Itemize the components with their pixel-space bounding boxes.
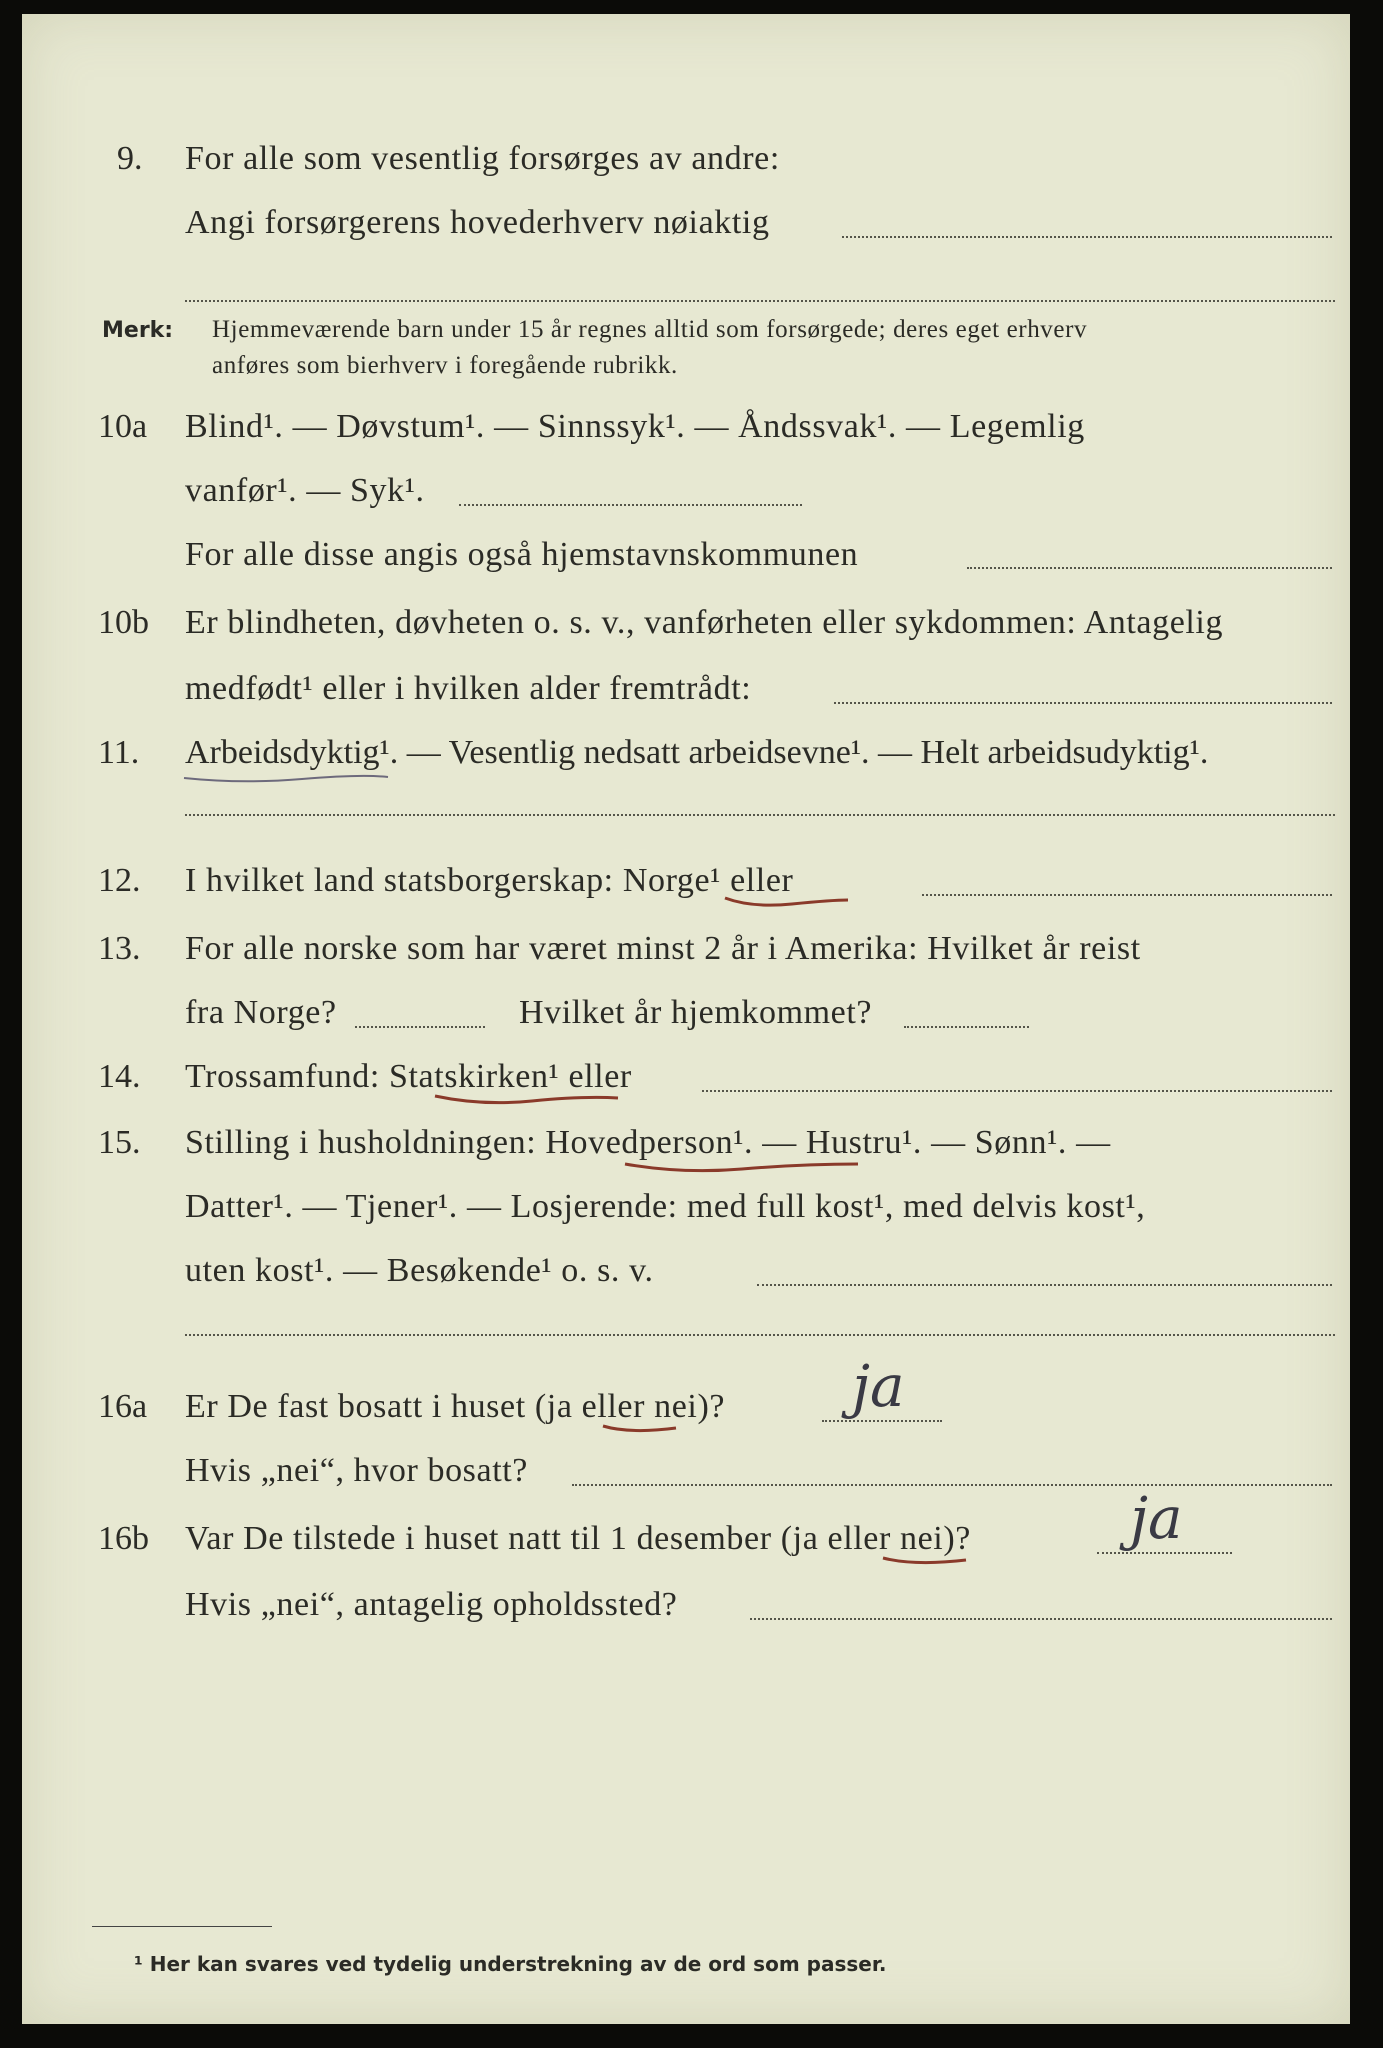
q16a-line2: Hvis „nei“, hvor bosatt? — [185, 1452, 528, 1489]
q10b-line1: Er blindheten, døvheten o. s. v., vanførheten eller sykdommen: Antagelig — [185, 604, 1224, 641]
q10a-line1: Blind¹. — Døvstum¹. — Sinnssyk¹. — Åndssvak¹. — Legemlig — [185, 408, 1085, 445]
handwritten-answer-16a: ja — [852, 1352, 905, 1420]
question-number-10a: 10a — [98, 408, 148, 445]
answer-line-q16b-opholdssted[interactable] — [750, 1618, 1332, 1620]
question-number-16b: 16b — [98, 1520, 149, 1557]
answer-line-q15-extra[interactable] — [185, 1334, 1335, 1336]
answer-line-q11[interactable] — [185, 814, 1335, 816]
footnote: ¹ Her kan svares ved tydelig understrekning av de ord som passer. — [134, 1952, 887, 1976]
answer-line-q9-extra[interactable] — [185, 300, 1335, 302]
answer-line-q10b[interactable] — [834, 702, 1332, 704]
merk-label: Merk: — [102, 318, 174, 343]
merk-line2: anføres som bierhverv i foregående rubrikk. — [212, 352, 678, 379]
answer-line-q12[interactable] — [922, 894, 1332, 896]
pencil-underline-arbeidsdyktig — [182, 768, 392, 788]
census-form-page — [22, 14, 1350, 2024]
ink-underline-statskirken — [432, 1086, 622, 1110]
ink-underline-norge — [722, 890, 852, 912]
q11-line1: Arbeidsdyktig¹. — Vesentlig nedsatt arbeidsevne¹. — Helt arbeidsudyktig¹. — [185, 734, 1209, 771]
q15-line3: uten kost¹. — Besøkende¹ o. s. v. — [185, 1252, 654, 1289]
answer-line-q14[interactable] — [702, 1090, 1332, 1092]
q13-line1: For alle norske som har været minst 2 år i Amerika: Hvilket år reist — [185, 930, 1141, 967]
question-number-9: 9. — [117, 140, 143, 177]
answer-line-q9[interactable] — [842, 236, 1332, 238]
q16a-line1: Er De fast bosatt i huset (ja eller nei)? — [185, 1388, 726, 1425]
answer-line-q16b[interactable] — [1097, 1552, 1232, 1554]
ink-underline-hovedperson — [622, 1152, 862, 1178]
q14-line1: Trossamfund: Statskirken¹ eller — [185, 1058, 632, 1095]
q10a-line2: vanfør¹. — Syk¹. — [185, 472, 425, 509]
q10b-line2: medfødt¹ eller i hvilken alder fremtrådt: — [185, 670, 752, 707]
question-number-16a: 16a — [98, 1388, 148, 1425]
question-number-15: 15. — [98, 1124, 141, 1161]
q13-line2a: fra Norge? — [185, 994, 337, 1031]
answer-line-q10a[interactable] — [459, 504, 802, 506]
question-number-10b: 10b — [98, 604, 149, 641]
answer-line-q10a-kommune[interactable] — [967, 567, 1332, 569]
q9-line2: Angi forsørgerens hovederhverv nøiaktig — [185, 204, 770, 241]
footnote-rule — [92, 1926, 272, 1927]
merk-line1: Hjemmeværende barn under 15 år regnes alltid som forsørgede; deres eget erhverv — [212, 316, 1088, 343]
answer-line-q15[interactable] — [757, 1284, 1332, 1286]
q10a-line3: For alle disse angis også hjemstavnskommunen — [185, 536, 859, 573]
q16b-line1: Var De tilstede i huset natt til 1 desember (ja eller nei)? — [185, 1520, 971, 1557]
answer-line-q13-reist[interactable] — [355, 1026, 485, 1028]
answer-line-q16a-bosatt[interactable] — [572, 1484, 1332, 1486]
q9-line1: For alle som vesentlig forsørges av andre: — [185, 140, 780, 177]
question-number-13: 13. — [98, 930, 141, 967]
q16b-line2: Hvis „nei“, antagelig opholdssted? — [185, 1586, 678, 1623]
ink-underline-ja-16a — [600, 1416, 680, 1438]
q15-line1: Stilling i husholdningen: Hovedperson¹. — Hustru¹. — Sønn¹. — — [185, 1124, 1111, 1161]
q13-line2b: Hvilket år hjemkommet? — [519, 994, 873, 1031]
question-number-12: 12. — [98, 862, 141, 899]
answer-line-q16a[interactable] — [822, 1420, 942, 1422]
handwritten-answer-16b: ja — [1130, 1484, 1183, 1552]
answer-line-q13-hjemkommet[interactable] — [904, 1026, 1029, 1028]
ink-underline-ja-16b — [880, 1548, 970, 1570]
q15-line2: Datter¹. — Tjener¹. — Losjerende: med full kost¹, med delvis kost¹, — [185, 1188, 1146, 1225]
question-number-14: 14. — [98, 1058, 141, 1095]
question-number-11: 11. — [98, 734, 140, 771]
q12-line1: I hvilket land statsborgerskap: Norge¹ eller — [185, 862, 794, 899]
